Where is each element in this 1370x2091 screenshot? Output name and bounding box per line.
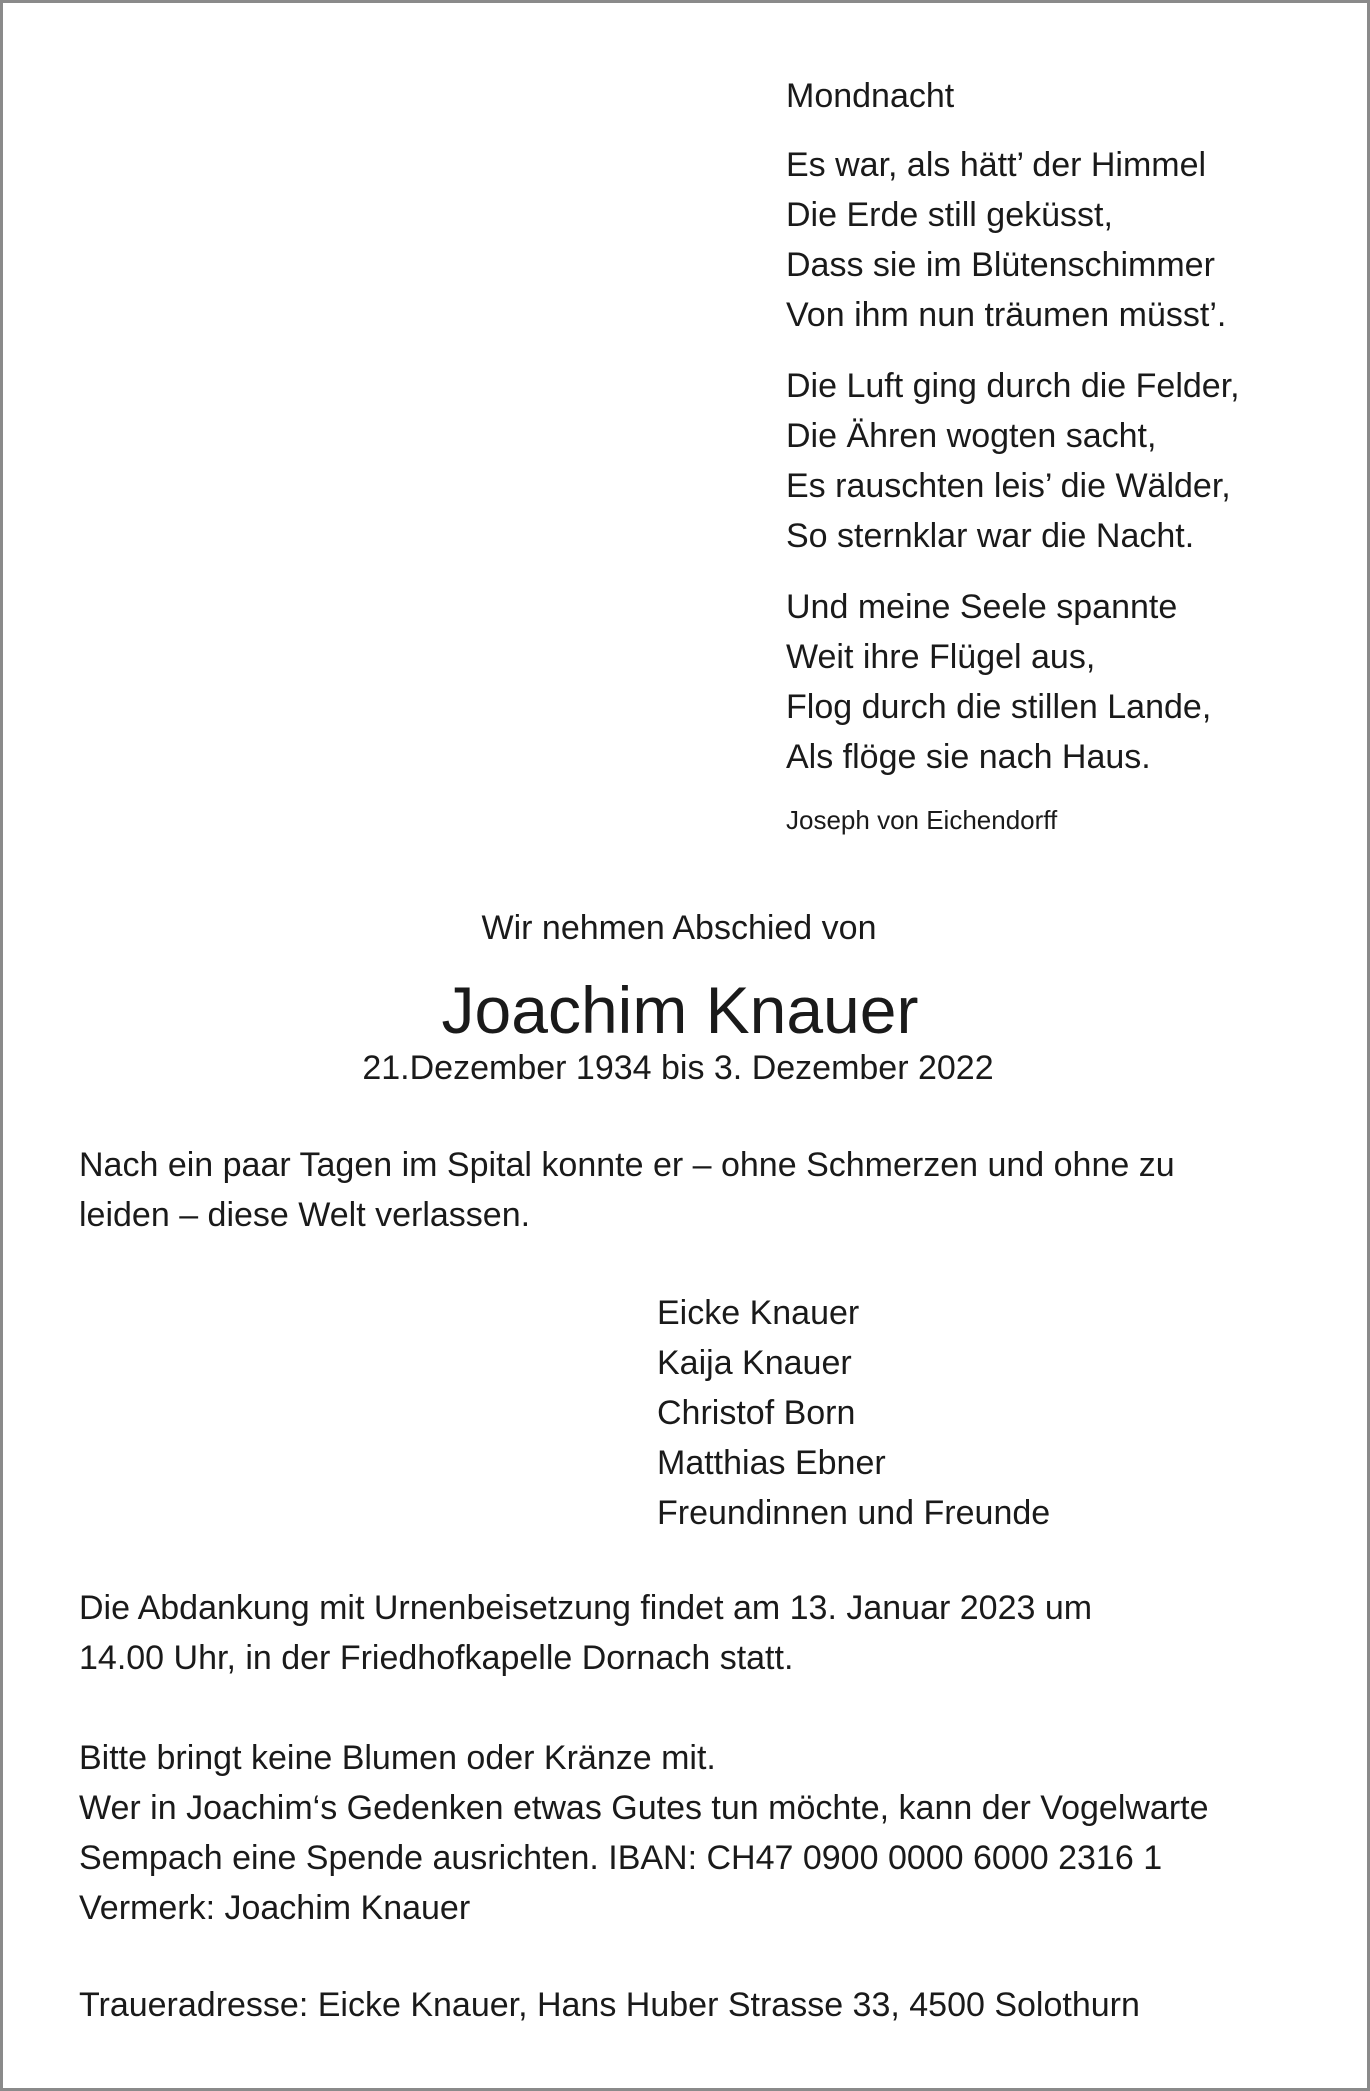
mourner-name: Matthias Ebner xyxy=(657,1444,886,1482)
poem-stanza xyxy=(786,140,1326,340)
poem xyxy=(786,71,1326,840)
passing-message xyxy=(79,1140,1309,1240)
poem-author: Joseph von Eichendorff xyxy=(786,805,1058,835)
poem-line: Es rauschten leis’ die Wälder, xyxy=(786,467,1231,505)
ceremony-line: 14.00 Uhr, in der Friedhofkapelle Dornach statt. xyxy=(79,1639,794,1677)
poem-line: So sternklar war die Nacht. xyxy=(786,517,1195,555)
mourner-name: Freundinnen und Freunde xyxy=(657,1494,1051,1532)
poem-stanza xyxy=(786,582,1326,782)
poem-line: Von ihm nun träumen müsst’. xyxy=(786,296,1227,334)
deceased-name: Joachim Knauer xyxy=(441,973,919,1047)
poem-title: Mondnacht xyxy=(786,77,955,115)
mourner-name: Christof Born xyxy=(657,1394,856,1432)
poem-line: Die Erde still geküsst, xyxy=(786,196,1113,234)
poem-stanza xyxy=(786,361,1326,561)
poem-line: Dass sie im Blütenschimmer xyxy=(786,246,1215,284)
request-line: Vermerk: Joachim Knauer xyxy=(79,1889,471,1927)
ceremony-line: Die Abdankung mit Urnenbeisetzung findet am 13. Januar 2023 um xyxy=(79,1589,1093,1627)
life-dates: 21.Dezember 1934 bis 3. Dezember 2022 xyxy=(362,1049,994,1087)
poem-line: Als flöge sie nach Haus. xyxy=(786,738,1151,776)
donation-request xyxy=(79,1733,1309,1933)
poem-line: Und meine Seele spannte xyxy=(786,588,1178,626)
poem-line: Die Ähren wogten sacht, xyxy=(786,417,1157,455)
farewell-heading: Wir nehmen Abschied von xyxy=(481,909,877,947)
mourning-address: Traueradresse: Eicke Knauer, Hans Huber Strasse 33, 4500 Solothurn xyxy=(79,1986,1140,2024)
request-line: Bitte bringt keine Blumen oder Kränze mit. xyxy=(79,1739,716,1777)
mourner-name: Kaija Knauer xyxy=(657,1344,852,1382)
poem-line: Die Luft ging durch die Felder, xyxy=(786,367,1240,405)
mourners-list xyxy=(657,1288,1050,1538)
poem-line: Es war, als hätt’ der Himmel xyxy=(786,146,1207,184)
message-line: leiden – diese Welt verlassen. xyxy=(79,1196,531,1234)
message-line: Nach ein paar Tagen im Spital konnte er – ohne Schmerzen und ohne zu xyxy=(79,1146,1175,1184)
mourner-name: Eicke Knauer xyxy=(657,1294,860,1332)
request-line: Wer in Joachim‘s Gedenken etwas Gutes tun möchte, kann der Vogelwarte xyxy=(79,1789,1209,1827)
request-line: Sempach eine Spende ausrichten. IBAN: CH47 0900 0000 6000 2316 1 xyxy=(79,1839,1163,1877)
ceremony-info xyxy=(79,1583,1309,1683)
poem-line: Flog durch die stillen Lande, xyxy=(786,688,1212,726)
poem-line: Weit ihre Flügel aus, xyxy=(786,638,1096,676)
